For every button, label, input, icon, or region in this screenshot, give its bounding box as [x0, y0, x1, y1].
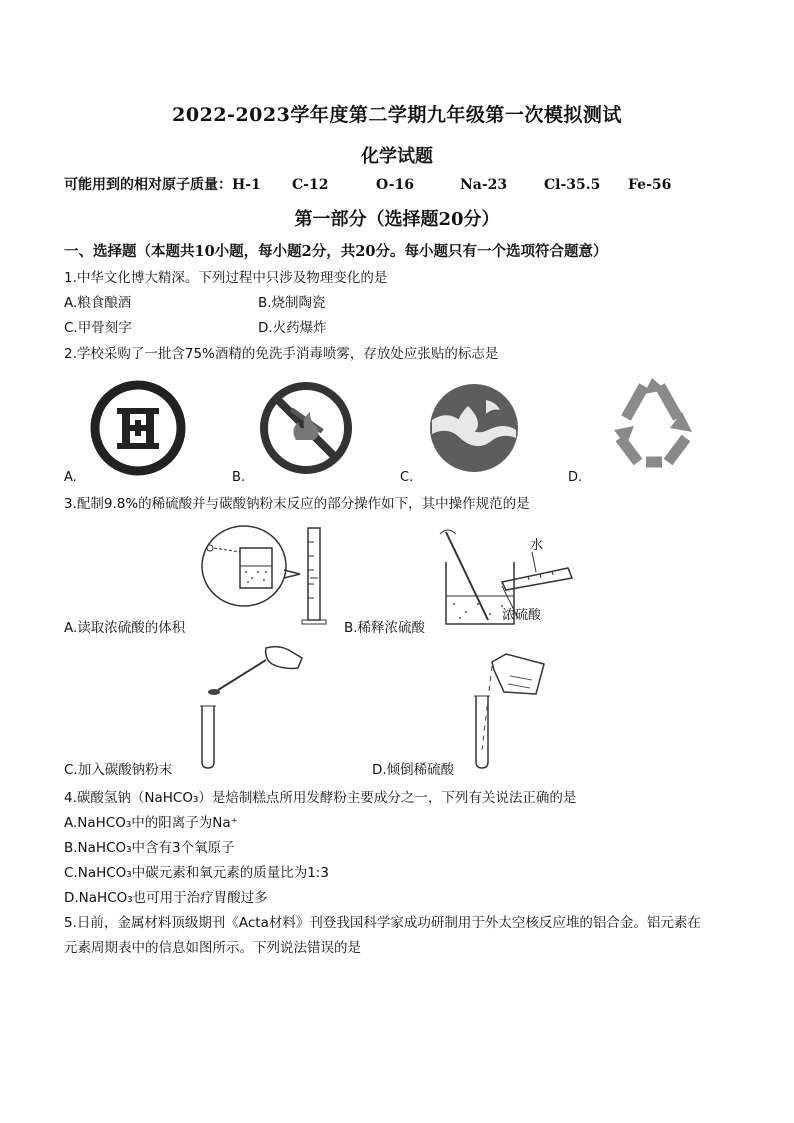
- q2-stem: 2.学校采购了一批含75%酒精的免洗手消毒喷雾，存放处应张贴的标志是: [64, 346, 499, 362]
- q3-option-b: B.稀释浓硫酸: [344, 620, 426, 636]
- q4-option-d: D.NaHCO₃也可用于治疗胃酸过多: [64, 890, 268, 906]
- q1-option-c: C.甲骨刻字: [64, 320, 132, 336]
- q5-stem-line2: 元素周期表中的信息如图所示。下列说法错误的是: [64, 940, 361, 956]
- adding-powder-icon: [196, 644, 306, 768]
- q5-stem-line1: 5.日前，金属材料顶级期刊《Acta材料》刊登我国科学家成功研制用于外太空核反应堆的铝合金。铝元素在: [64, 915, 701, 931]
- q2-label-c: C.: [400, 470, 414, 485]
- water-saving-sign-icon: [424, 378, 524, 478]
- atomic-masses: [64, 174, 671, 194]
- mass-o: O-16: [376, 177, 415, 193]
- exam-title: 2022-2023学年度第二学期九年级第一次模拟测试: [172, 104, 622, 126]
- hazard-sign-icon: [88, 378, 188, 478]
- mass-cl: Cl-35.5: [544, 177, 601, 193]
- q1-option-d: D.火药爆炸: [258, 320, 327, 336]
- q3-option-d: D.倾倒稀硫酸: [372, 762, 455, 778]
- q4-option-b: B.NaHCO₃中含有3个氧原子: [64, 840, 235, 856]
- q1-option-b: B.烧制陶瓷: [258, 295, 326, 311]
- part-title: 第一部分（选择题20分）: [294, 209, 500, 230]
- q1-option-a: A.粮食酿酒: [64, 295, 132, 311]
- q2-label-a: A.: [64, 470, 77, 485]
- acid-label: 浓硫酸: [502, 608, 542, 623]
- section-title: 一、选择题（本题共10小题，每小题2分，共20分。每小题只有一个选项符合题意）: [64, 243, 608, 260]
- recycle-sign-icon: [600, 372, 706, 476]
- q4-stem: 4.碳酸氢钠（NaHCO₃）是焙制糕点所用发酵粉主要成分之一，下列有关说法正确的是: [64, 790, 577, 806]
- q2-label-d: D.: [568, 470, 583, 485]
- q3-option-a: A.读取浓硫酸的体积: [64, 620, 186, 636]
- exam-subtitle: 化学试题: [361, 146, 433, 167]
- masses-label: 可能用到的相对原子质量：: [64, 177, 232, 193]
- q4-option-a: A.NaHCO₃中的阳离子为Na⁺: [64, 815, 238, 831]
- mass-na: Na-23: [460, 177, 508, 193]
- pouring-liquid-icon: [466, 650, 556, 770]
- mass-c: C-12: [292, 177, 329, 193]
- graduated-cylinder-reading-icon: [196, 522, 336, 626]
- q4-option-c: C.NaHCO₃中碳元素和氧元素的质量比为1:3: [64, 865, 329, 881]
- q1-stem: 1.中华文化博大精深。下列过程中只涉及物理变化的是: [64, 270, 388, 286]
- q2-label-b: B.: [232, 470, 246, 485]
- no-fire-sign-icon: [256, 378, 356, 478]
- q3-option-c: C.加入碳酸钠粉末: [64, 762, 173, 778]
- mass-fe: Fe-56: [628, 177, 672, 193]
- q3-stem: 3.配制9.8%的稀硫酸并与碳酸钠粉末反应的部分操作如下，其中操作规范的是: [64, 496, 530, 512]
- water-label: 水: [530, 538, 544, 553]
- mass-h: H-1: [232, 177, 261, 193]
